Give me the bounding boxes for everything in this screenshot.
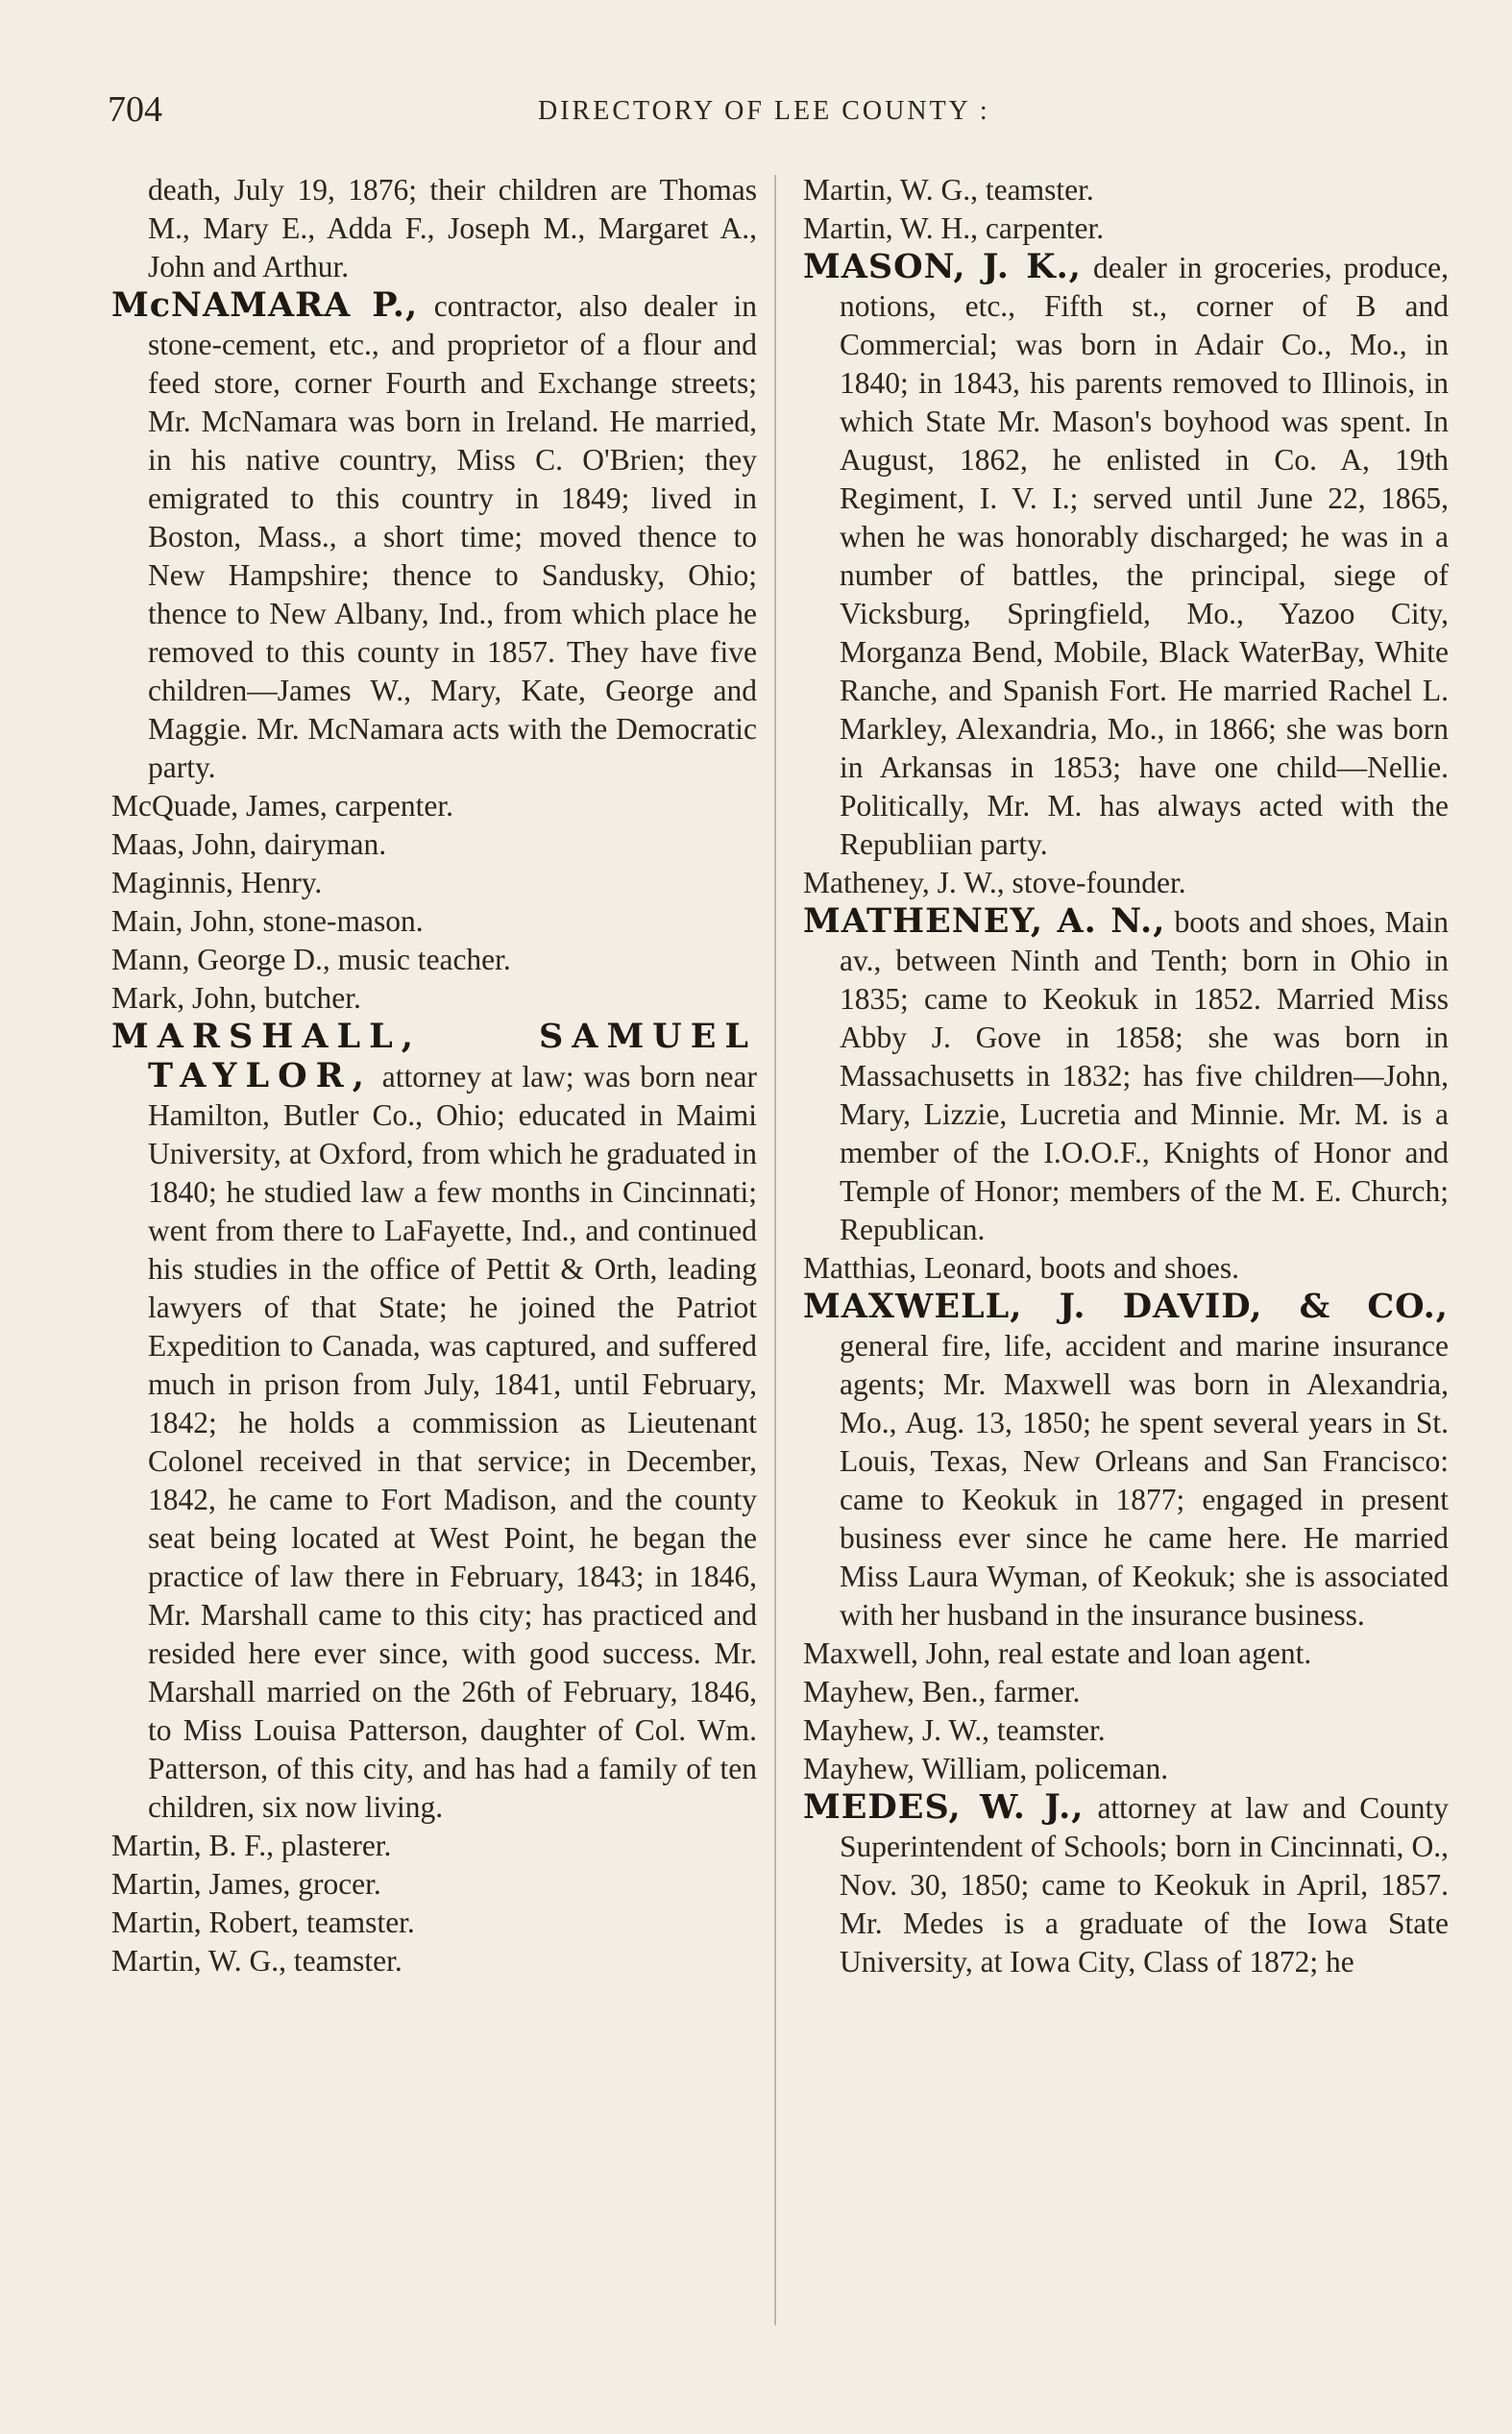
entry-medes — [803, 1788, 1449, 1981]
continuation-entry: death, July 19, 1876; their children are Thomas M., Mary E., Adda F., Joseph M., Margaret A., John and Arthur. — [148, 173, 757, 283]
entry-mason — [803, 248, 1449, 864]
list-item: Maas, John, dairyman. — [111, 827, 387, 861]
list-item: Mark, John, butcher. — [111, 981, 361, 1015]
list-item: Mann, George D., music teacher. — [111, 943, 511, 976]
list-item: Martin, James, grocer. — [111, 1867, 381, 1901]
entry-text: attorney at law and County Superintendent of Schools; born in Cincinnati, O., Nov. 30, 1850; came to Keokuk in April, 1857. Mr. Medes is a graduate of the Iowa State University, at Iowa City, Class of 1872; he — [840, 1791, 1449, 1979]
list-item: Martin, B. F., plasterer. — [111, 1829, 392, 1862]
entry-name: McNAMARA P., — [111, 285, 419, 325]
list-item: Martin, W. G., teamster. — [803, 173, 1094, 207]
list-item: Mayhew, Ben., farmer. — [803, 1675, 1081, 1709]
list-item: Martin, W. H., carpenter. — [803, 211, 1105, 245]
list-item: Maxwell, John, real estate and loan agent. — [803, 1636, 1312, 1670]
entry-text: attorney at law; was born near Hamilton, Butler Co., Ohio; educated in Maimi University, at Oxford, from which he graduated in 1840; he studied law a few months in Cincinnati; went from there to LaFayette, Ind., and continued his studies in the office of Pettit & Orth, leading lawyers of that State; he joined the Patriot Expedition to Canada, was captured, and suffered much in prison from July, 1841, until February, 1842; he holds a commission as Lieutenant Colonel received in that service; in December, 1842, he came to Fort Madison, and the county seat being located at West Point, he began the practice of law there in February, 1843; in 1846, Mr. Marshall came to this city; has practiced and resided here ever since, with good success. Mr. Marshall married on the 26th of February, 1846, to Miss Louisa Patterson, daughter of Col. Wm. Patterson, of this city, and has had a family of ten children, six now living. — [148, 1060, 757, 1824]
running-title: DIRECTORY OF LEE COUNTY : — [538, 96, 990, 126]
entry-text: boots and shoes, Main av., between Ninth and Tenth; born in Ohio in 1835; came to Keokuk in 1852. Married Miss Abby J. Gove in 1858; she was born in Massachusetts in 1832; has five children—John, Mary, Lizzie, Lucretia and Minnie. Mr. M. is a member of the I.O.O.F., Knights of Honor and Temple of Honor; members of the M. E. Church; Republican. — [840, 905, 1449, 1246]
entry-text: contractor, also dealer in stone-cement, etc., and proprietor of a flour and feed store, corner Fourth and Exchange streets; Mr. McNamara was born in Ireland. He married, in his native country, Miss C. O'Brien; they emigrated to this country in 1849; lived in Boston, Mass., a short time; moved thence to New Hampshire; thence to Sandusky, Ohio; thence to New Albany, Ind., from which place he removed to this county in 1857. They have five children—James W., Mary, Kate, George and Maggie. Mr. McNamara acts with the Democratic party. — [148, 289, 757, 784]
list-item: Mayhew, William, policeman. — [803, 1752, 1169, 1785]
entry-matheney — [803, 902, 1449, 1249]
entry-text: general fire, life, accident and marine insurance agents; Mr. Maxwell was born in Alexandria, Mo., Aug. 13, 1850; he spent several years in St. Louis, Texas, New Orleans and San Francisco: came to Keokuk in 1877; engaged in present business ever since he came here. He married Miss Laura Wyman, of Keokuk; she is associated with her husband in the insurance business. — [840, 1329, 1449, 1632]
list-item: Mayhew, J. W., teamster. — [803, 1713, 1106, 1747]
page-number: 704 — [108, 89, 162, 130]
right-column — [803, 171, 1449, 1981]
entry-name: MASON, J. K., — [803, 247, 1082, 286]
list-item: Martin, Robert, teamster. — [111, 1905, 415, 1939]
page-header — [108, 88, 1452, 135]
entry-name: MAXWELL, J. DAVID, & CO., — [803, 1287, 1449, 1326]
list-item: McQuade, James, carpenter. — [111, 789, 453, 823]
entry-name: MEDES, W. J., — [803, 1787, 1085, 1827]
list-item: Martin, W. G., teamster. — [111, 1944, 402, 1978]
entry-marshall — [111, 1018, 757, 1827]
column-divider — [774, 175, 776, 2325]
entry-name: MATHENEY, A. N., — [803, 901, 1166, 941]
list-item: Matthias, Leonard, boots and shoes. — [803, 1251, 1240, 1285]
list-item: Matheney, J. W., stove-founder. — [803, 866, 1186, 899]
left-column — [111, 171, 757, 1980]
list-item: Main, John, stone-mason. — [111, 904, 424, 938]
list-item: Maginnis, Henry. — [111, 866, 323, 899]
entry-mcnamara — [111, 286, 757, 787]
entry-maxwell — [803, 1288, 1449, 1635]
entry-name: MARSHALL, SAMUEL TAYLOR, — [111, 1017, 757, 1095]
entry-text: dealer in groceries, produce, notions, etc., Fifth st., corner of B and Commercial; was born in Adair Co., Mo., in 1840; in 1843, his parents removed to Illinois, in which State Mr. Mason's boyhood was spent. In August, 1862, he enlisted in Co. A, 19th Regiment, I. V. I.; served until June 22, 1865, when he was honorably discharged; he was in a number of battles, the principal, siege of Vicksburg, Springfield, Mo., Yazoo City, Morganza Bend, Mobile, Black WaterBay, White Ranche, and Spanish Fort. He married Rachel L. Markley, Alexandria, Mo., in 1866; she was born in Arkansas in 1853; have one child—Nellie. Politically, Mr. M. has always acted with the Republiian party. — [840, 251, 1449, 861]
